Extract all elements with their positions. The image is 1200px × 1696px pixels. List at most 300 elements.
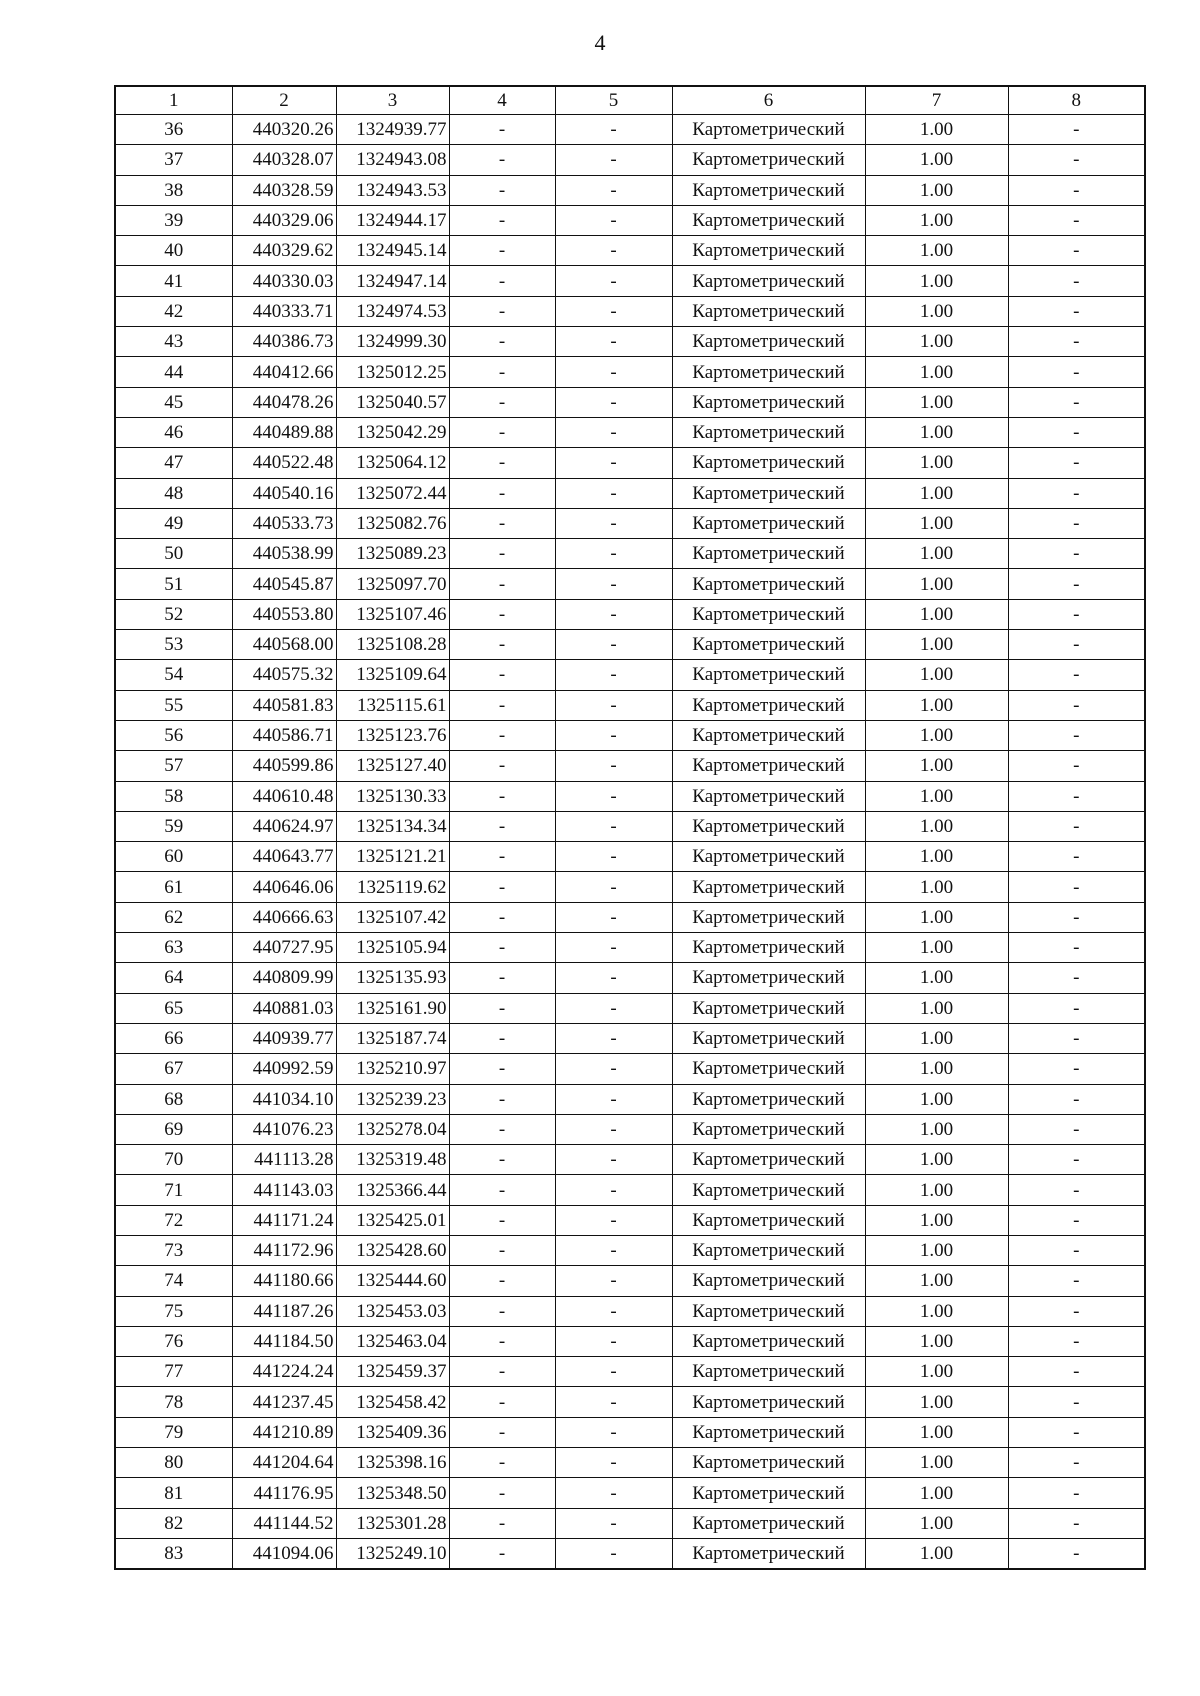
col8-cell: - bbox=[1008, 1508, 1145, 1538]
col5-cell: - bbox=[555, 357, 672, 387]
accuracy-cell: 1.00 bbox=[865, 872, 1008, 902]
point-number-cell: 42 bbox=[115, 296, 232, 326]
point-number-cell: 52 bbox=[115, 599, 232, 629]
table-row bbox=[115, 1417, 1145, 1447]
method-cell: Картометрический bbox=[672, 1054, 865, 1084]
accuracy-cell: 1.00 bbox=[865, 1417, 1008, 1447]
point-number-cell: 82 bbox=[115, 1508, 232, 1538]
table-row bbox=[115, 145, 1145, 175]
table-row bbox=[115, 660, 1145, 690]
col5-cell: - bbox=[555, 539, 672, 569]
col8-cell: - bbox=[1008, 690, 1145, 720]
x-coordinate-cell: 441176.95 bbox=[232, 1478, 336, 1508]
x-coordinate-cell: 440329.06 bbox=[232, 205, 336, 235]
col5-cell: - bbox=[555, 1145, 672, 1175]
x-coordinate-cell: 440586.71 bbox=[232, 720, 336, 750]
table-row bbox=[115, 842, 1145, 872]
col8-cell: - bbox=[1008, 630, 1145, 660]
method-cell: Картометрический bbox=[672, 963, 865, 993]
method-cell: Картометрический bbox=[672, 1417, 865, 1447]
method-cell: Картометрический bbox=[672, 1023, 865, 1053]
col4-cell: - bbox=[449, 660, 555, 690]
col5-cell: - bbox=[555, 1508, 672, 1538]
x-coordinate-cell: 441171.24 bbox=[232, 1205, 336, 1235]
method-cell: Картометрический bbox=[672, 1387, 865, 1417]
method-cell: Картометрический bbox=[672, 1508, 865, 1538]
point-number-cell: 65 bbox=[115, 993, 232, 1023]
col5-cell: - bbox=[555, 205, 672, 235]
x-coordinate-cell: 440646.06 bbox=[232, 872, 336, 902]
method-cell: Картометрический bbox=[672, 660, 865, 690]
accuracy-cell: 1.00 bbox=[865, 266, 1008, 296]
col8-cell: - bbox=[1008, 1387, 1145, 1417]
method-cell: Картометрический bbox=[672, 387, 865, 417]
col4-cell: - bbox=[449, 115, 555, 145]
accuracy-cell: 1.00 bbox=[865, 1538, 1008, 1569]
accuracy-cell: 1.00 bbox=[865, 1387, 1008, 1417]
accuracy-cell: 1.00 bbox=[865, 1448, 1008, 1478]
x-coordinate-cell: 440992.59 bbox=[232, 1054, 336, 1084]
y-coordinate-cell: 1325398.16 bbox=[336, 1448, 449, 1478]
method-cell: Картометрический bbox=[672, 1478, 865, 1508]
y-coordinate-cell: 1325453.03 bbox=[336, 1296, 449, 1326]
point-number-cell: 40 bbox=[115, 236, 232, 266]
x-coordinate-cell: 440533.73 bbox=[232, 508, 336, 538]
col4-cell: - bbox=[449, 811, 555, 841]
method-cell: Картометрический bbox=[672, 1357, 865, 1387]
x-coordinate-cell: 441113.28 bbox=[232, 1145, 336, 1175]
col4-cell: - bbox=[449, 720, 555, 750]
table-row bbox=[115, 539, 1145, 569]
accuracy-cell: 1.00 bbox=[865, 357, 1008, 387]
y-coordinate-cell: 1325040.57 bbox=[336, 387, 449, 417]
col4-cell: - bbox=[449, 357, 555, 387]
y-coordinate-cell: 1325064.12 bbox=[336, 448, 449, 478]
col8-cell: - bbox=[1008, 1145, 1145, 1175]
col4-cell: - bbox=[449, 1114, 555, 1144]
method-cell: Картометрический bbox=[672, 145, 865, 175]
col4-cell: - bbox=[449, 1205, 555, 1235]
method-cell: Картометрический bbox=[672, 1145, 865, 1175]
point-number-cell: 67 bbox=[115, 1054, 232, 1084]
point-number-cell: 56 bbox=[115, 720, 232, 750]
col5-cell: - bbox=[555, 115, 672, 145]
col4-cell: - bbox=[449, 630, 555, 660]
col4-cell: - bbox=[449, 327, 555, 357]
y-coordinate-cell: 1325082.76 bbox=[336, 508, 449, 538]
col8-cell: - bbox=[1008, 1357, 1145, 1387]
col4-cell: - bbox=[449, 1296, 555, 1326]
col5-cell: - bbox=[555, 781, 672, 811]
col5-cell: - bbox=[555, 872, 672, 902]
x-coordinate-cell: 440575.32 bbox=[232, 660, 336, 690]
point-number-cell: 81 bbox=[115, 1478, 232, 1508]
col8-cell: - bbox=[1008, 508, 1145, 538]
x-coordinate-cell: 441184.50 bbox=[232, 1326, 336, 1356]
table-row bbox=[115, 1084, 1145, 1114]
col8-cell: - bbox=[1008, 842, 1145, 872]
y-coordinate-cell: 1325187.74 bbox=[336, 1023, 449, 1053]
point-number-cell: 79 bbox=[115, 1417, 232, 1447]
point-number-cell: 69 bbox=[115, 1114, 232, 1144]
point-number-cell: 46 bbox=[115, 417, 232, 447]
col4-cell: - bbox=[449, 1145, 555, 1175]
table-row bbox=[115, 417, 1145, 447]
col5-cell: - bbox=[555, 266, 672, 296]
col5-cell: - bbox=[555, 1054, 672, 1084]
y-coordinate-cell: 1325127.40 bbox=[336, 751, 449, 781]
col4-cell: - bbox=[449, 1266, 555, 1296]
method-cell: Картометрический bbox=[672, 1266, 865, 1296]
method-cell: Картометрический bbox=[672, 1538, 865, 1569]
column-header-8: 8 bbox=[1008, 86, 1145, 115]
point-number-cell: 43 bbox=[115, 327, 232, 357]
method-cell: Картометрический bbox=[672, 933, 865, 963]
table-row bbox=[115, 630, 1145, 660]
x-coordinate-cell: 440545.87 bbox=[232, 569, 336, 599]
col4-cell: - bbox=[449, 690, 555, 720]
point-number-cell: 48 bbox=[115, 478, 232, 508]
col5-cell: - bbox=[555, 751, 672, 781]
col8-cell: - bbox=[1008, 902, 1145, 932]
y-coordinate-cell: 1324999.30 bbox=[336, 327, 449, 357]
x-coordinate-cell: 441204.64 bbox=[232, 1448, 336, 1478]
table-row bbox=[115, 751, 1145, 781]
col4-cell: - bbox=[449, 1538, 555, 1569]
col4-cell: - bbox=[449, 993, 555, 1023]
method-cell: Картометрический bbox=[672, 1205, 865, 1235]
col5-cell: - bbox=[555, 690, 672, 720]
col4-cell: - bbox=[449, 1326, 555, 1356]
x-coordinate-cell: 440727.95 bbox=[232, 933, 336, 963]
y-coordinate-cell: 1324944.17 bbox=[336, 205, 449, 235]
column-header-7: 7 bbox=[865, 86, 1008, 115]
col5-cell: - bbox=[555, 902, 672, 932]
method-cell: Картометрический bbox=[672, 811, 865, 841]
table-row bbox=[115, 478, 1145, 508]
table-row bbox=[115, 205, 1145, 235]
y-coordinate-cell: 1325089.23 bbox=[336, 539, 449, 569]
accuracy-cell: 1.00 bbox=[865, 327, 1008, 357]
col8-cell: - bbox=[1008, 751, 1145, 781]
x-coordinate-cell: 441210.89 bbox=[232, 1417, 336, 1447]
method-cell: Картометрический bbox=[672, 236, 865, 266]
table-row bbox=[115, 1145, 1145, 1175]
table-row bbox=[115, 811, 1145, 841]
y-coordinate-cell: 1325130.33 bbox=[336, 781, 449, 811]
accuracy-cell: 1.00 bbox=[865, 569, 1008, 599]
table-row bbox=[115, 327, 1145, 357]
method-cell: Картометрический bbox=[672, 902, 865, 932]
col5-cell: - bbox=[555, 1417, 672, 1447]
accuracy-cell: 1.00 bbox=[865, 599, 1008, 629]
method-cell: Картометрический bbox=[672, 1296, 865, 1326]
accuracy-cell: 1.00 bbox=[865, 1054, 1008, 1084]
table-row bbox=[115, 902, 1145, 932]
x-coordinate-cell: 440610.48 bbox=[232, 781, 336, 811]
col4-cell: - bbox=[449, 205, 555, 235]
point-number-cell: 37 bbox=[115, 145, 232, 175]
y-coordinate-cell: 1324939.77 bbox=[336, 115, 449, 145]
table-row bbox=[115, 175, 1145, 205]
col8-cell: - bbox=[1008, 1296, 1145, 1326]
y-coordinate-cell: 1325428.60 bbox=[336, 1235, 449, 1265]
method-cell: Картометрический bbox=[672, 993, 865, 1023]
method-cell: Картометрический bbox=[672, 539, 865, 569]
col8-cell: - bbox=[1008, 569, 1145, 599]
y-coordinate-cell: 1325107.46 bbox=[336, 599, 449, 629]
point-number-cell: 75 bbox=[115, 1296, 232, 1326]
table-row bbox=[115, 963, 1145, 993]
col4-cell: - bbox=[449, 599, 555, 629]
y-coordinate-cell: 1325278.04 bbox=[336, 1114, 449, 1144]
y-coordinate-cell: 1325463.04 bbox=[336, 1326, 449, 1356]
col8-cell: - bbox=[1008, 1478, 1145, 1508]
x-coordinate-cell: 440624.97 bbox=[232, 811, 336, 841]
col8-cell: - bbox=[1008, 327, 1145, 357]
x-coordinate-cell: 440489.88 bbox=[232, 417, 336, 447]
col4-cell: - bbox=[449, 1387, 555, 1417]
col4-cell: - bbox=[449, 236, 555, 266]
col5-cell: - bbox=[555, 963, 672, 993]
col5-cell: - bbox=[555, 1326, 672, 1356]
x-coordinate-cell: 440553.80 bbox=[232, 599, 336, 629]
col5-cell: - bbox=[555, 417, 672, 447]
col8-cell: - bbox=[1008, 1235, 1145, 1265]
col4-cell: - bbox=[449, 1084, 555, 1114]
method-cell: Картометрический bbox=[672, 1448, 865, 1478]
accuracy-cell: 1.00 bbox=[865, 145, 1008, 175]
y-coordinate-cell: 1325249.10 bbox=[336, 1538, 449, 1569]
accuracy-cell: 1.00 bbox=[865, 175, 1008, 205]
table-row bbox=[115, 1508, 1145, 1538]
method-cell: Картометрический bbox=[672, 1235, 865, 1265]
col8-cell: - bbox=[1008, 387, 1145, 417]
method-cell: Картометрический bbox=[672, 720, 865, 750]
method-cell: Картометрический bbox=[672, 690, 865, 720]
col4-cell: - bbox=[449, 508, 555, 538]
point-number-cell: 72 bbox=[115, 1205, 232, 1235]
col5-cell: - bbox=[555, 387, 672, 417]
table-row bbox=[115, 296, 1145, 326]
x-coordinate-cell: 440412.66 bbox=[232, 357, 336, 387]
coordinates-table bbox=[114, 85, 1146, 1570]
y-coordinate-cell: 1325097.70 bbox=[336, 569, 449, 599]
table-row bbox=[115, 569, 1145, 599]
y-coordinate-cell: 1325121.21 bbox=[336, 842, 449, 872]
accuracy-cell: 1.00 bbox=[865, 811, 1008, 841]
accuracy-cell: 1.00 bbox=[865, 417, 1008, 447]
point-number-cell: 53 bbox=[115, 630, 232, 660]
accuracy-cell: 1.00 bbox=[865, 1235, 1008, 1265]
table-row bbox=[115, 1114, 1145, 1144]
col5-cell: - bbox=[555, 236, 672, 266]
column-header-1: 1 bbox=[115, 86, 232, 115]
x-coordinate-cell: 440599.86 bbox=[232, 751, 336, 781]
y-coordinate-cell: 1325115.61 bbox=[336, 690, 449, 720]
method-cell: Картометрический bbox=[672, 357, 865, 387]
col4-cell: - bbox=[449, 1357, 555, 1387]
x-coordinate-cell: 441144.52 bbox=[232, 1508, 336, 1538]
point-number-cell: 66 bbox=[115, 1023, 232, 1053]
col4-cell: - bbox=[449, 781, 555, 811]
col8-cell: - bbox=[1008, 933, 1145, 963]
method-cell: Картометрический bbox=[672, 630, 865, 660]
col5-cell: - bbox=[555, 1357, 672, 1387]
col8-cell: - bbox=[1008, 1538, 1145, 1569]
accuracy-cell: 1.00 bbox=[865, 720, 1008, 750]
point-number-cell: 55 bbox=[115, 690, 232, 720]
table-row bbox=[115, 1296, 1145, 1326]
col4-cell: - bbox=[449, 1054, 555, 1084]
col8-cell: - bbox=[1008, 266, 1145, 296]
y-coordinate-cell: 1324943.53 bbox=[336, 175, 449, 205]
table-row bbox=[115, 1387, 1145, 1417]
x-coordinate-cell: 440333.71 bbox=[232, 296, 336, 326]
col4-cell: - bbox=[449, 448, 555, 478]
col8-cell: - bbox=[1008, 539, 1145, 569]
table-row bbox=[115, 1235, 1145, 1265]
method-cell: Картометрический bbox=[672, 417, 865, 447]
point-number-cell: 39 bbox=[115, 205, 232, 235]
y-coordinate-cell: 1325348.50 bbox=[336, 1478, 449, 1508]
accuracy-cell: 1.00 bbox=[865, 236, 1008, 266]
col5-cell: - bbox=[555, 811, 672, 841]
col8-cell: - bbox=[1008, 963, 1145, 993]
y-coordinate-cell: 1325109.64 bbox=[336, 660, 449, 690]
point-number-cell: 47 bbox=[115, 448, 232, 478]
method-cell: Картометрический bbox=[672, 569, 865, 599]
table-body bbox=[115, 115, 1145, 1570]
col5-cell: - bbox=[555, 1235, 672, 1265]
col8-cell: - bbox=[1008, 1023, 1145, 1053]
col5-cell: - bbox=[555, 1175, 672, 1205]
x-coordinate-cell: 441143.03 bbox=[232, 1175, 336, 1205]
y-coordinate-cell: 1325042.29 bbox=[336, 417, 449, 447]
accuracy-cell: 1.00 bbox=[865, 508, 1008, 538]
method-cell: Картометрический bbox=[672, 296, 865, 326]
accuracy-cell: 1.00 bbox=[865, 660, 1008, 690]
x-coordinate-cell: 440329.62 bbox=[232, 236, 336, 266]
accuracy-cell: 1.00 bbox=[865, 751, 1008, 781]
y-coordinate-cell: 1325072.44 bbox=[336, 478, 449, 508]
table-row bbox=[115, 1326, 1145, 1356]
x-coordinate-cell: 441180.66 bbox=[232, 1266, 336, 1296]
y-coordinate-cell: 1325301.28 bbox=[336, 1508, 449, 1538]
col4-cell: - bbox=[449, 145, 555, 175]
table-row bbox=[115, 781, 1145, 811]
y-coordinate-cell: 1325123.76 bbox=[336, 720, 449, 750]
col5-cell: - bbox=[555, 1387, 672, 1417]
table-row bbox=[115, 115, 1145, 145]
col5-cell: - bbox=[555, 993, 672, 1023]
col5-cell: - bbox=[555, 1266, 672, 1296]
col5-cell: - bbox=[555, 175, 672, 205]
y-coordinate-cell: 1325366.44 bbox=[336, 1175, 449, 1205]
y-coordinate-cell: 1325135.93 bbox=[336, 963, 449, 993]
col8-cell: - bbox=[1008, 1175, 1145, 1205]
method-cell: Картометрический bbox=[672, 327, 865, 357]
accuracy-cell: 1.00 bbox=[865, 1357, 1008, 1387]
accuracy-cell: 1.00 bbox=[865, 1084, 1008, 1114]
accuracy-cell: 1.00 bbox=[865, 1326, 1008, 1356]
point-number-cell: 57 bbox=[115, 751, 232, 781]
accuracy-cell: 1.00 bbox=[865, 781, 1008, 811]
accuracy-cell: 1.00 bbox=[865, 963, 1008, 993]
x-coordinate-cell: 440540.16 bbox=[232, 478, 336, 508]
col5-cell: - bbox=[555, 478, 672, 508]
col8-cell: - bbox=[1008, 1054, 1145, 1084]
y-coordinate-cell: 1325210.97 bbox=[336, 1054, 449, 1084]
point-number-cell: 83 bbox=[115, 1538, 232, 1569]
x-coordinate-cell: 440386.73 bbox=[232, 327, 336, 357]
col4-cell: - bbox=[449, 1508, 555, 1538]
y-coordinate-cell: 1325444.60 bbox=[336, 1266, 449, 1296]
x-coordinate-cell: 440939.77 bbox=[232, 1023, 336, 1053]
method-cell: Картометрический bbox=[672, 872, 865, 902]
col8-cell: - bbox=[1008, 1114, 1145, 1144]
column-header-4: 4 bbox=[449, 86, 555, 115]
x-coordinate-cell: 440581.83 bbox=[232, 690, 336, 720]
x-coordinate-cell: 440522.48 bbox=[232, 448, 336, 478]
table-row bbox=[115, 933, 1145, 963]
x-coordinate-cell: 440666.63 bbox=[232, 902, 336, 932]
col8-cell: - bbox=[1008, 205, 1145, 235]
accuracy-cell: 1.00 bbox=[865, 842, 1008, 872]
col4-cell: - bbox=[449, 933, 555, 963]
col4-cell: - bbox=[449, 569, 555, 599]
method-cell: Картометрический bbox=[672, 599, 865, 629]
point-number-cell: 54 bbox=[115, 660, 232, 690]
column-header-2: 2 bbox=[232, 86, 336, 115]
col5-cell: - bbox=[555, 1448, 672, 1478]
table-row bbox=[115, 1266, 1145, 1296]
y-coordinate-cell: 1325239.23 bbox=[336, 1084, 449, 1114]
col5-cell: - bbox=[555, 569, 672, 599]
point-number-cell: 41 bbox=[115, 266, 232, 296]
method-cell: Картометрический bbox=[672, 508, 865, 538]
method-cell: Картометрический bbox=[672, 1114, 865, 1144]
y-coordinate-cell: 1325319.48 bbox=[336, 1145, 449, 1175]
col8-cell: - bbox=[1008, 993, 1145, 1023]
point-number-cell: 78 bbox=[115, 1387, 232, 1417]
point-number-cell: 59 bbox=[115, 811, 232, 841]
method-cell: Картометрический bbox=[672, 115, 865, 145]
method-cell: Картометрический bbox=[672, 205, 865, 235]
col8-cell: - bbox=[1008, 720, 1145, 750]
col8-cell: - bbox=[1008, 1448, 1145, 1478]
y-coordinate-cell: 1324943.08 bbox=[336, 145, 449, 175]
col5-cell: - bbox=[555, 1114, 672, 1144]
x-coordinate-cell: 440538.99 bbox=[232, 539, 336, 569]
table-row bbox=[115, 236, 1145, 266]
x-coordinate-cell: 441076.23 bbox=[232, 1114, 336, 1144]
col5-cell: - bbox=[555, 1205, 672, 1235]
x-coordinate-cell: 441094.06 bbox=[232, 1538, 336, 1569]
accuracy-cell: 1.00 bbox=[865, 1145, 1008, 1175]
accuracy-cell: 1.00 bbox=[865, 630, 1008, 660]
col4-cell: - bbox=[449, 963, 555, 993]
col4-cell: - bbox=[449, 539, 555, 569]
y-coordinate-cell: 1325409.36 bbox=[336, 1417, 449, 1447]
y-coordinate-cell: 1325161.90 bbox=[336, 993, 449, 1023]
col8-cell: - bbox=[1008, 1417, 1145, 1447]
point-number-cell: 73 bbox=[115, 1235, 232, 1265]
point-number-cell: 63 bbox=[115, 933, 232, 963]
point-number-cell: 60 bbox=[115, 842, 232, 872]
x-coordinate-cell: 441187.26 bbox=[232, 1296, 336, 1326]
y-coordinate-cell: 1324974.53 bbox=[336, 296, 449, 326]
